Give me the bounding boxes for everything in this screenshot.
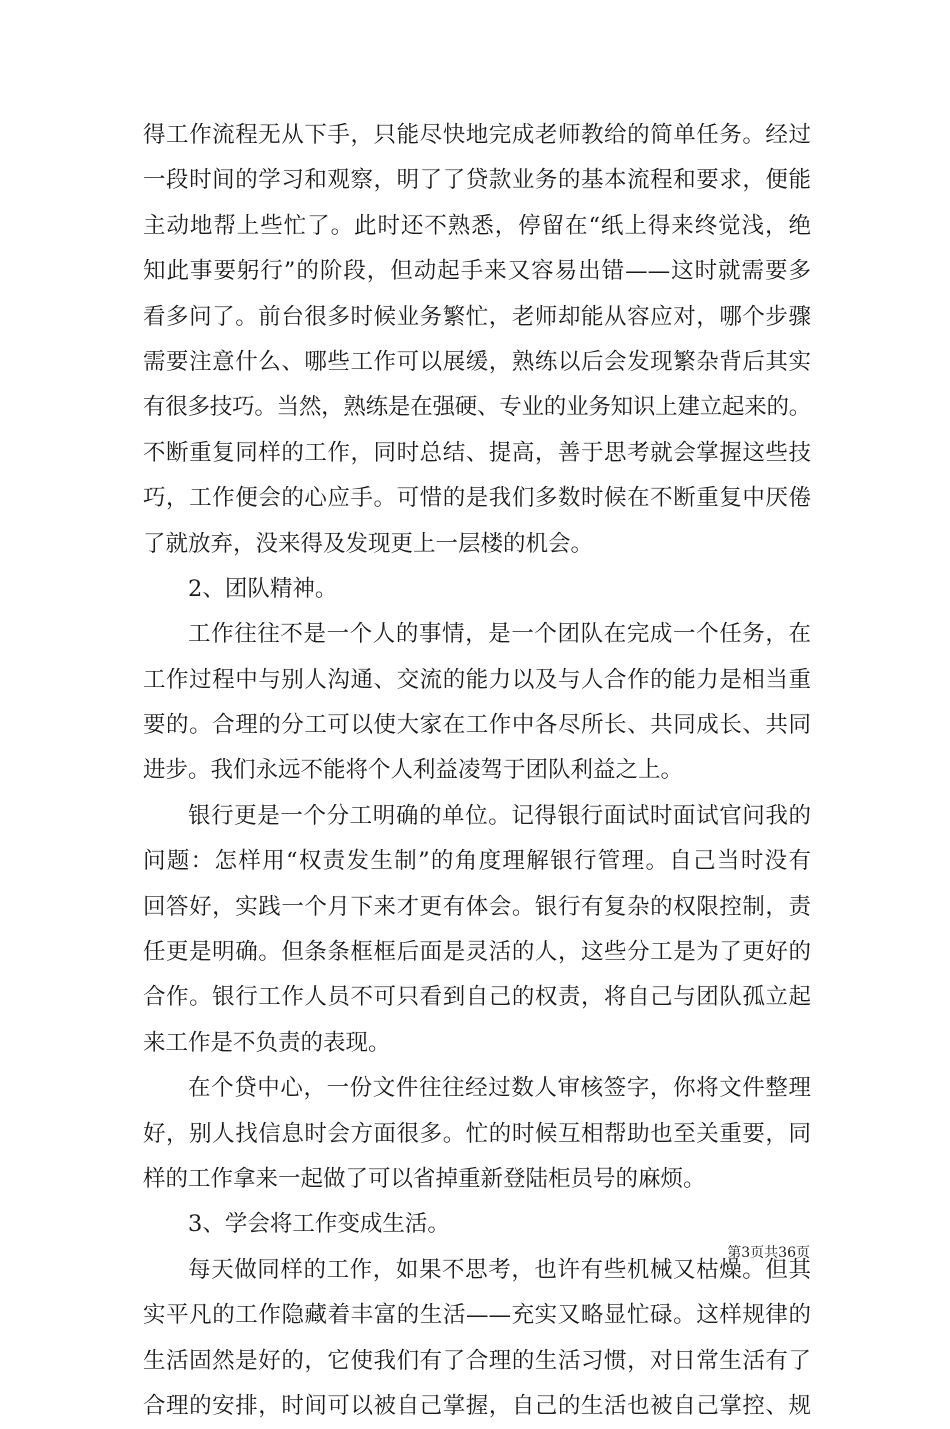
- text-line: 问题：怎样用“权责发生制”的角度理解银行管理。自己当时没有: [143, 848, 811, 875]
- text-line: 任更是明确。但条条框框后面是灵活的人，这些分工是为了更好的: [143, 939, 811, 966]
- text-line: 需要注意什么、哪些工作可以展缓，熟练以后会发现繁杂背后其实: [143, 348, 811, 375]
- text-line: 合理的安排，时间可以被自己掌握，自己的生活也被自己掌控、规: [143, 1392, 811, 1419]
- text-line-paragraph-end: 了就放弃，没来得及发现更上一层楼的机会。: [143, 530, 594, 557]
- text-line: 要的。合理的分工可以使大家在工作中各尽所长、共同成长、共同: [143, 712, 811, 739]
- section-heading-work-as-life: 3、学会将工作变成生活。: [188, 1211, 450, 1238]
- text-line: 主动地帮上些忙了。此时还不熟悉，停留在“纸上得来终觉浅，绝: [143, 212, 811, 239]
- text-line-paragraph-end: 来工作是不负责的表现。: [143, 1029, 391, 1056]
- text-line: 有很多技巧。当然，熟练是在强硬、专业的业务知识上建立起来的。: [143, 394, 811, 421]
- text-line-paragraph-end: 样的工作拿来一起做了可以省掉重新登陆柜员号的麻烦。: [143, 1165, 706, 1192]
- text-line: 合作。银行工作人员不可只看到自己的权责，将自己与团队孤立起: [143, 984, 811, 1011]
- text-line: 实平凡的工作隐藏着丰富的生活——充实又略显忙碌。这样规律的: [143, 1302, 811, 1329]
- text-line-paragraph-start: 每天做同样的工作，如果不思考，也许有些机械又枯燥。但其: [188, 1256, 811, 1283]
- page-number: 第3页共36页: [727, 1245, 810, 1261]
- text-line: 得工作流程无从下手，只能尽快地完成老师教给的简单任务。经过: [143, 122, 811, 148]
- text-line: 巧，工作便会的心应手。可惜的是我们多数时候在不断重复中厌倦: [143, 485, 811, 512]
- text-line: 知此事要躬行”的阶段，但动起手来又容易出错——这时就需要多: [143, 258, 811, 285]
- text-line-paragraph-start: 银行更是一个分工明确的单位。记得银行面试时面试官问我的: [188, 802, 811, 829]
- text-line: 工作过程中与别人沟通、交流的能力以及与人合作的能力是相当重: [143, 666, 811, 693]
- text-line-paragraph-end: 进步。我们永远不能将个人利益凌驾于团队利益之上。: [143, 757, 684, 784]
- text-line-paragraph-start: 在个贷中心，一份文件往往经过数人审核签字，你将文件整理: [188, 1075, 811, 1102]
- text-line: 好，别人找信息时会方面很多。忙的时候互相帮助也至关重要，同: [143, 1120, 811, 1147]
- text-line-paragraph-start: 工作往往不是一个人的事情，是一个团队在完成一个任务，在: [188, 621, 811, 648]
- text-line: 一段时间的学习和观察，明了了贷款业务的基本流程和要求，便能: [143, 167, 811, 194]
- text-line: 回答好，实践一个月下来才更有体会。银行有复杂的权限控制，责: [143, 893, 811, 920]
- section-heading-team-spirit: 2、团队精神。: [188, 575, 338, 602]
- text-line: 看多问了。前台很多时候业务繁忙，老师却能从容应对，哪个步骤: [143, 303, 811, 330]
- text-line: 不断重复同样的工作，同时总结、提高，善于思考就会掌握这些技: [143, 439, 811, 466]
- text-line: 生活固然是好的，它使我们有了合理的生活习惯，对日常生活有了: [143, 1347, 811, 1374]
- document-body: [143, 113, 811, 1429]
